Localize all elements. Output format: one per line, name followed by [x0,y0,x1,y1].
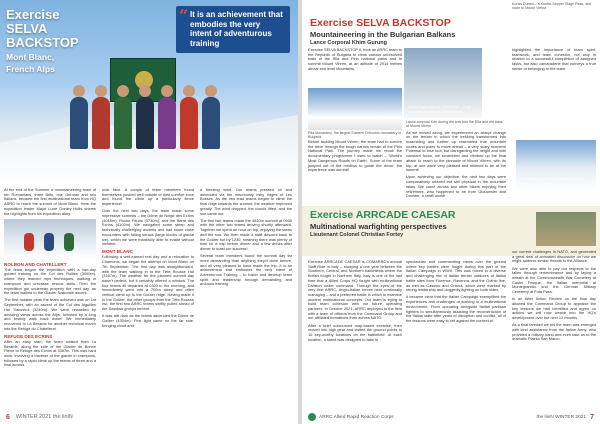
paragraph: Several team members found the summit day far more demanding than anything they'd done before, and all very pleased to have made the trip. It is an achievement that embodies the very intent of Adventurous Training – to foster and develop team spirit and leadership through demanding and arduous training. [200,253,292,287]
column-2 [102,188,194,331]
article-1-column-2 [406,120,506,201]
paragraph: Following a well-earned rest day and a relocation to Chamonix, we began the attempt on Mont Blanc on 7th September. The first day was straightforward, with the team walking in to the Tête Rousse Hut (3167m). The weather for the planned summit day wasn't perfect, but it certainly offered a window. The four teams all departed at 0300 in the morning, and immediately went into a 700m steep and often vertical climb up to the Goûter ridge. Having made it to the Goûter, the other groups from the Tête Rousse hut, the first two ARRC teams swiftly pulled ahead of the Swedish groups behind. [102,254,194,312]
page-title: Exercise SELVA BACKSTOP [310,17,451,29]
paragraph: spectacular and commanding views over the ground where key battles were fought during this part of the Italian Campaign in WWII. This was mixed in a diverse and challenging mix of Italian terrain outdoors of Italian battle sites from Florence, Ravenna, and the Gothic line, as well as Cassino and Ortona, which were marked by strong leadership and doggedly fighting on both sides. [406,259,506,293]
paragraph: Exercise ARRCADE CAESAR is COMARRC's annual Staff Ride in Italy – studying a one year between the Southern, Central, and Northern battlefields where the British fought in Northern Italy. Italy is one of the last time that a Allied Corps HQ fought with multinational Division under command. Through the eyes of the very first ARRC, Anglo-Italian forces held continually managing – and a preferred battle in which to examine modern multinational concepts. Our team is trying to build team cohesion with our future operating partners. In October 2021, ARRC deployed to the field with a team of officers from the Command Group and our affiliated formations from across NATO. [308,259,402,321]
article-1-column-1b [308,140,402,175]
magazine-issue: the liniN WINTER 2021 [536,414,587,420]
paragraph: Exercise SELVA BACKSTOP II, took an ARRC team to the Republic of Bulgaria to climb various unresolved trails of the Rila and Pirin national parks and to summit Mount Vihren, at an altitude of 2914 metres above sea level Mountains. [308,47,402,71]
paragraph: our current challenges in NATO, and generated a great deal of animated discussion on how we might address similar threats to the Alliance. [512,249,596,264]
paragraph: rock face. A couple of team members found themselves pushed well outside of their comfort zone and found the climb up a particularly fierce experience! [102,187,194,207]
section-heading: ROLBON AND CHATELLERT [4,261,67,267]
paragraph: As a final farewell we bid the team was emerged with kind assistance from the Italian Army, who provided a military band and even take us to the dramatic Piazza San Marco. [512,322,596,342]
summit-team-photo [0,0,298,185]
article-subtitle: Mountaineering in the Bulgarian Balkans [310,29,456,39]
page-title: Exercise ARRCADE CAESAR [310,209,456,221]
article-2-column-1 [308,260,402,345]
left-page [0,0,298,424]
paragraph: In an After Action Review on the final day allowed the Command Group to appraise the key lessons we had identified and agree on actions we will now weave into the HQ's development over the next 12 months. [512,296,596,321]
climber [92,97,110,149]
climber [114,97,132,149]
location-subtitle: French Alps [6,64,55,74]
left-title [6,8,102,74]
photo-caption: Korsis Dunea – a Kontro-Seppet Stage Ross, and route to Mount Vietna [512,2,592,11]
article-2-column-2 [406,260,506,326]
paragraph: After a brief outsourced map-based exercise, then moved into high gear and visited the ground points to 10 key-worthy locations on the battlefield. At each location, a stand was designed to take in [308,322,402,342]
location-subtitle: Mont Blanc, [6,52,55,62]
byline: Lance Corporal Khim Gurung [310,39,388,46]
climber [158,97,176,149]
article-2-column-3 [512,250,596,345]
article-1-title [302,14,600,50]
quote-mark-icon: “ [179,6,189,25]
photo-caption: The entire team at the summit of Mount Vihren, 2,914 metres [520,177,583,186]
magazine-issue: WINTER 2021 the liniN [15,414,73,420]
section-heading: REFUGE DES ECRINS [4,333,53,339]
paragraph: Upon achieving our objective, the next two days were comparatively relaxed but still physical in the mountain lakes. We came across two other hikers enjoying their retirement, who happened to be from Gloucester and Dunster, a small world! [406,174,506,199]
pull-quote [176,6,290,53]
paragraph: At the end of the Summer a mountaineering team of ten Romanians, three Brits, one German and two Italians, became the first multinational team from HQ ARRC to reach the summit of Mont Blanc. Here the expedition leader Major Lucie Donley-Hollis shares the highlights from his expedition diary. [4,187,96,216]
pull-quote-text: It is an achievement that embodies the very intent of adventurous training [190,10,283,48]
paragraph: The first notable peak the team achieved was on 1st September, with an ascent of the Col des Aiguilles Hut Saussirol (3240m). We were rewarded by amazing views across the Alps; followed by a long and testing walk back down! We immediately recovered to La Bérarde for another technical march into the Refuge du Châtelleret. [4,297,96,331]
right-footer [302,410,600,424]
ridge-photo [404,48,482,118]
page-number: 6 [6,413,10,421]
left-footer [0,410,298,424]
organization-name: ARRC Allied Rapid Reaction Corps [319,414,394,420]
section-heading: MONT BLANC [102,249,133,255]
paragraph: a freezing wind. Our teams pressed on and ascended via the notoriously risky ridges of Les Bosses. As the two lead teams began to climb the final ridge towards the summit, the weather improved greatly. The wind dropped, the clouds lifted, and the sun came out. [200,187,292,216]
paragraph: After an early start, the team walked from La Bérarde, along the side of the Glacier de Bonne Pierre to Refuge des Ecrins at 3367m. This was hard work, involving a traverse of the glacier in crampons, followed by a rapid climb up the teams of three and a final access [4,338,96,368]
climber [180,97,198,149]
paragraph: We were also able to pay our respects to the fallen through remembrance and by laying a wreath at the Commonwealth War Cemetery at Castel Frisque, the Italian memorial at Montegrandio and the German Military Cemetery at Futa Pass. [512,265,596,295]
footer-right [537,414,595,421]
column-3 [200,188,292,290]
photo-caption: Summit approach on Vihren trail – Gulp pinnacles leaving for Mount Vihren [408,105,471,114]
staff-ride-photo [536,212,596,246]
paragraph: It became clear that the Italian Campaign exemplified the experiences and challenges of working in a multinational environment. From operating alongside Italian partisan fighters to simultaneously assisting the reconstruction of the Italian state after years of disruption and conflict, all of the lessons were easy to set against the context of [406,294,506,323]
climber [70,97,88,149]
climber [136,97,154,149]
byline: Lieutenant Colonel Christian Fortey [310,231,404,238]
article-1-column-3 [512,48,596,74]
right-page [302,0,600,424]
paragraph: Before tackling Mount Vihren, the team had to survive the drive through the tough narrow terrain of the Pirin National Park. The journey made me recall the documentary programme I used to watch – 'World's Most Dangerous Roads on Earth'. Some of the team jumped out of the minibus to guide the driver, the experience was surreal! [308,139,402,173]
climber [202,97,220,149]
photo-caption: Lance corporal Ken during the trek into the Rila and the base of Mount Vihren [406,120,503,129]
paragraph: It was still dark as the teams ascended the Dôme de Goûter (4304m). First light came on the far side, bringing cloud and [102,313,194,328]
arrc-logo-icon [308,413,316,421]
article-body [4,188,294,408]
article-subtitle: Multinational warfighting perspectives [310,221,447,231]
article-2-title [310,210,520,238]
column-1 [4,188,96,371]
glacier-photo [4,219,96,259]
photo-caption: Rila Monastery, the largest Eastern Orthodox monastery in Bulgaria [308,131,402,140]
paragraph: The team began the expedition with a two-day guided training on the Col des Ruilles (3000m), where they learned rope techniques, walking in crampons and crevasse rescue skills. Then the expedition got underway properly the next day, as the team walked to the Glacier Nationale ascent. [4,266,96,296]
article-1-column-1 [308,48,402,74]
monastery-photo [308,88,402,130]
summit-photo [516,140,596,190]
page-number: 7 [590,413,594,421]
paragraph: As we moved along, we experienced an abrupt change on the terrain in which the trekking transformed into scrambling and further up resembled true mountain routes and poles to move ahead – a very scary moment! Potential to lose foot, but disregarding the height and with constant focus, we scrambled and climbed up the final attack to reach to the pinnacle of Mount Vihren, with its top, at one wave very pleased and relieved to be at the summit. [406,129,506,173]
paragraph: highlighted the importance of team spirit, teamwork, and team cohesion, not only in relation to a successful completion of assigned tasks, but also camaraderie that conveys a true sense of belonging to the team. [512,47,596,71]
paragraph: Over the next two days, the team made some impressive summits – the Dôme de Neige des Ecrins (4015m), Roche Faurio (3730m), and the Barre des Ecrins (4102m). We navigated some steep and technically challenging ascents and had some close encounters with falling seracs (large blocks of glacial ice), which we were thankfully able to evade without incident. [102,208,194,247]
page-title: Exercise SELVA BACKSTOP [6,7,79,50]
paragraph: The first two teams made the 4810m summit at 0930 with the other two teams arriving shortly afterward. Together we spent an hour on top, enjoying the views and the sun. We then made a swift descent back to the Goûter hut by 1230, meaning there was plenty of time for a nap before dinner and a few drinks after dinner to toast our success! [200,217,292,251]
